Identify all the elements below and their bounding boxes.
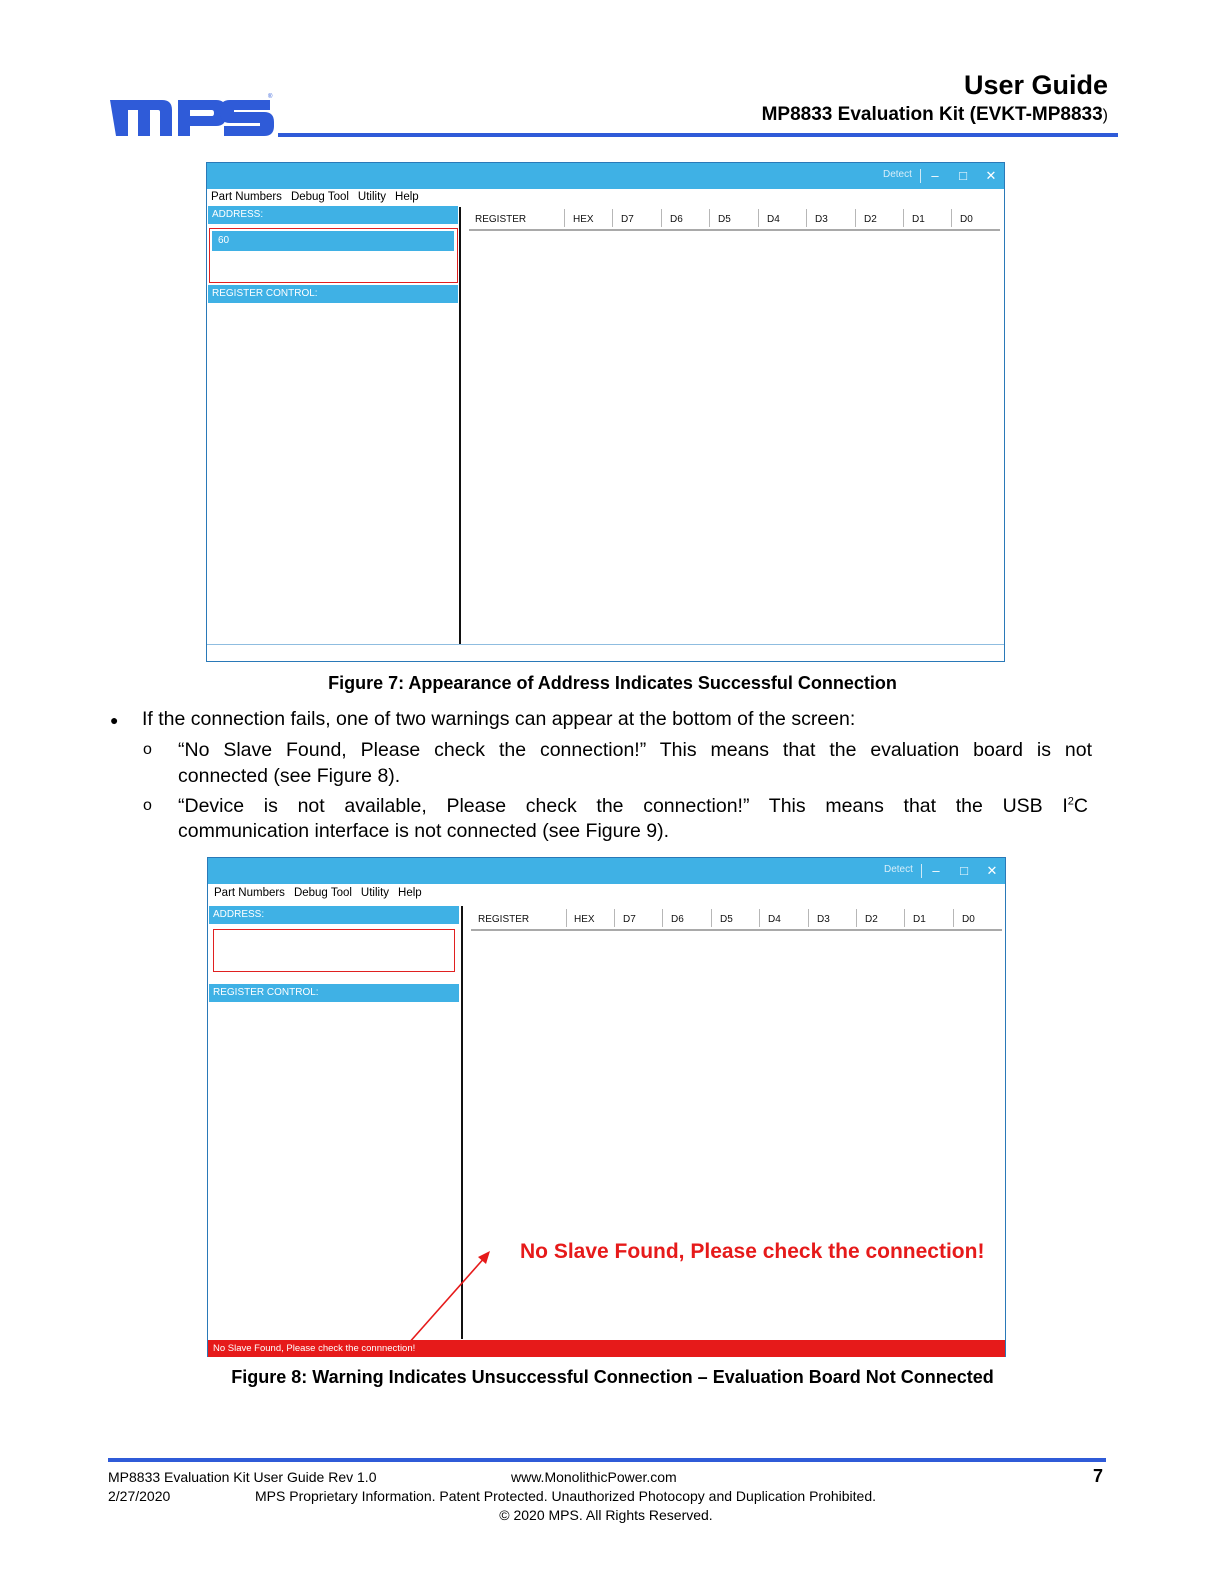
sub-bullet-icon: o xyxy=(143,797,152,814)
col-d2[interactable]: D2 xyxy=(864,214,877,225)
sub-bullet-1-line2: connected (see Figure 8). xyxy=(178,765,401,787)
footer-date: 2/27/2020 xyxy=(108,1488,171,1504)
col-separator xyxy=(903,209,904,227)
address-list xyxy=(213,929,455,972)
title-separator xyxy=(920,169,921,183)
column-header-underline xyxy=(469,229,1000,231)
panel-divider xyxy=(459,207,461,644)
register-control-header: REGISTER CONTROL: xyxy=(208,285,458,303)
footer-doc-title: MP8833 Evaluation Kit User Guide Rev 1.0 xyxy=(108,1469,377,1485)
menu-part-numbers[interactable]: Part Numbers xyxy=(214,887,285,899)
document-title: User Guide xyxy=(963,70,1108,100)
col-d6[interactable]: D6 xyxy=(671,914,684,925)
svg-text:®: ® xyxy=(268,94,273,100)
col-separator xyxy=(808,909,809,927)
figure8-caption: Figure 8: Warning Indicates Unsuccessful Connection – Evaluation Board Not Connected xyxy=(231,1367,994,1387)
menu-bar xyxy=(214,887,431,899)
col-d5[interactable]: D5 xyxy=(718,214,731,225)
annotation-arrow-icon xyxy=(400,1244,500,1348)
col-hex[interactable]: HEX xyxy=(573,214,594,225)
col-hex[interactable]: HEX xyxy=(574,914,595,925)
address-header: ADDRESS: xyxy=(209,906,459,924)
col-separator xyxy=(904,909,905,927)
menu-bar xyxy=(211,191,428,203)
warning-annotation: No Slave Found, Please check the connection! xyxy=(520,1240,985,1263)
title-bar xyxy=(207,163,1004,189)
minimize-icon[interactable]: – xyxy=(931,168,939,183)
col-separator xyxy=(662,909,663,927)
menu-part-numbers[interactable]: Part Numbers xyxy=(211,191,282,203)
close-icon[interactable]: ✕ xyxy=(986,863,998,878)
col-d1[interactable]: D1 xyxy=(912,214,925,225)
footer-rule xyxy=(108,1458,1106,1462)
mps-logo xyxy=(108,90,276,138)
minimize-icon[interactable]: – xyxy=(932,863,940,878)
address-item[interactable]: 60 xyxy=(212,231,454,251)
col-d0[interactable]: D0 xyxy=(962,914,975,925)
register-control-header: REGISTER CONTROL: xyxy=(209,984,459,1002)
menu-debug-tool[interactable]: Debug Tool xyxy=(290,191,349,203)
menu-help[interactable]: Help xyxy=(395,191,419,203)
column-header-underline xyxy=(471,929,1002,931)
bullet-icon: ● xyxy=(110,712,119,728)
col-register[interactable]: REGISTER xyxy=(475,214,527,225)
col-separator xyxy=(564,209,565,227)
col-d1[interactable]: D1 xyxy=(913,914,926,925)
maximize-icon[interactable]: □ xyxy=(960,863,968,878)
footer-copyright: © 2020 MPS. All Rights Reserved. xyxy=(499,1507,713,1523)
col-separator xyxy=(855,209,856,227)
menu-debug-tool[interactable]: Debug Tool xyxy=(293,887,352,899)
menu-help[interactable]: Help xyxy=(398,887,422,899)
col-d3[interactable]: D3 xyxy=(817,914,830,925)
col-d7[interactable]: D7 xyxy=(623,914,636,925)
menu-utility[interactable]: Utility xyxy=(360,887,390,899)
col-separator xyxy=(566,909,567,927)
col-d2[interactable]: D2 xyxy=(865,914,878,925)
col-d0[interactable]: D0 xyxy=(960,214,973,225)
status-bar xyxy=(207,644,1004,645)
col-d3[interactable]: D3 xyxy=(815,214,828,225)
header-rule xyxy=(278,133,1118,137)
page-number: 7 xyxy=(1093,1466,1104,1486)
app-window-figure8 xyxy=(207,857,1006,1357)
app-window-figure7 xyxy=(206,162,1005,662)
col-d4[interactable]: D4 xyxy=(767,214,780,225)
col-separator xyxy=(758,209,759,227)
menu-utility[interactable]: Utility xyxy=(357,191,387,203)
col-d5[interactable]: D5 xyxy=(720,914,733,925)
maximize-icon[interactable]: □ xyxy=(959,168,967,183)
bullet-text: If the connection fails, one of two warnings can appear at the bottom of the screen: xyxy=(142,708,856,730)
col-separator xyxy=(759,909,760,927)
col-separator xyxy=(806,209,807,227)
col-separator xyxy=(711,909,712,927)
title-separator xyxy=(921,864,922,878)
sub-bullet-2-line2: communication interface is not connected (see Figure 9). xyxy=(178,820,669,842)
detect-button[interactable]: Detect xyxy=(884,864,913,875)
col-separator xyxy=(709,209,710,227)
col-d7[interactable]: D7 xyxy=(621,214,634,225)
col-separator xyxy=(661,209,662,227)
sub-bullet-icon: o xyxy=(143,741,152,758)
col-register[interactable]: REGISTER xyxy=(478,914,530,925)
col-d6[interactable]: D6 xyxy=(670,214,683,225)
title-bar xyxy=(208,858,1005,884)
footer-url[interactable]: www.MonolithicPower.com xyxy=(511,1469,677,1485)
col-separator xyxy=(856,909,857,927)
col-separator xyxy=(953,909,954,927)
col-d4[interactable]: D4 xyxy=(768,914,781,925)
col-separator xyxy=(951,209,952,227)
col-separator xyxy=(614,909,615,927)
detect-button[interactable]: Detect xyxy=(883,169,912,180)
footer-notice: MPS Proprietary Information. Patent Protected. Unauthorized Photocopy and Duplication Prohibited. xyxy=(255,1488,877,1504)
close-icon[interactable]: ✕ xyxy=(985,168,997,183)
document-subtitle: MP8833 Evaluation Kit (EVKT-MP8833) xyxy=(761,104,1108,125)
col-separator xyxy=(612,209,613,227)
figure7-caption: Figure 7: Appearance of Address Indicates Successful Connection xyxy=(328,673,897,693)
address-header: ADDRESS: xyxy=(208,206,458,224)
status-warning-bar: No Slave Found, Please check the connnection! xyxy=(208,1340,1005,1357)
sub-bullet-2-line1: “Device is not available, Please check the connection!” This means that the USB $I^2C$ xyxy=(178,795,1088,817)
sub-bullet-1-line1: “No Slave Found, Please check the connection!” This means that the evaluation board is not xyxy=(178,739,1092,761)
